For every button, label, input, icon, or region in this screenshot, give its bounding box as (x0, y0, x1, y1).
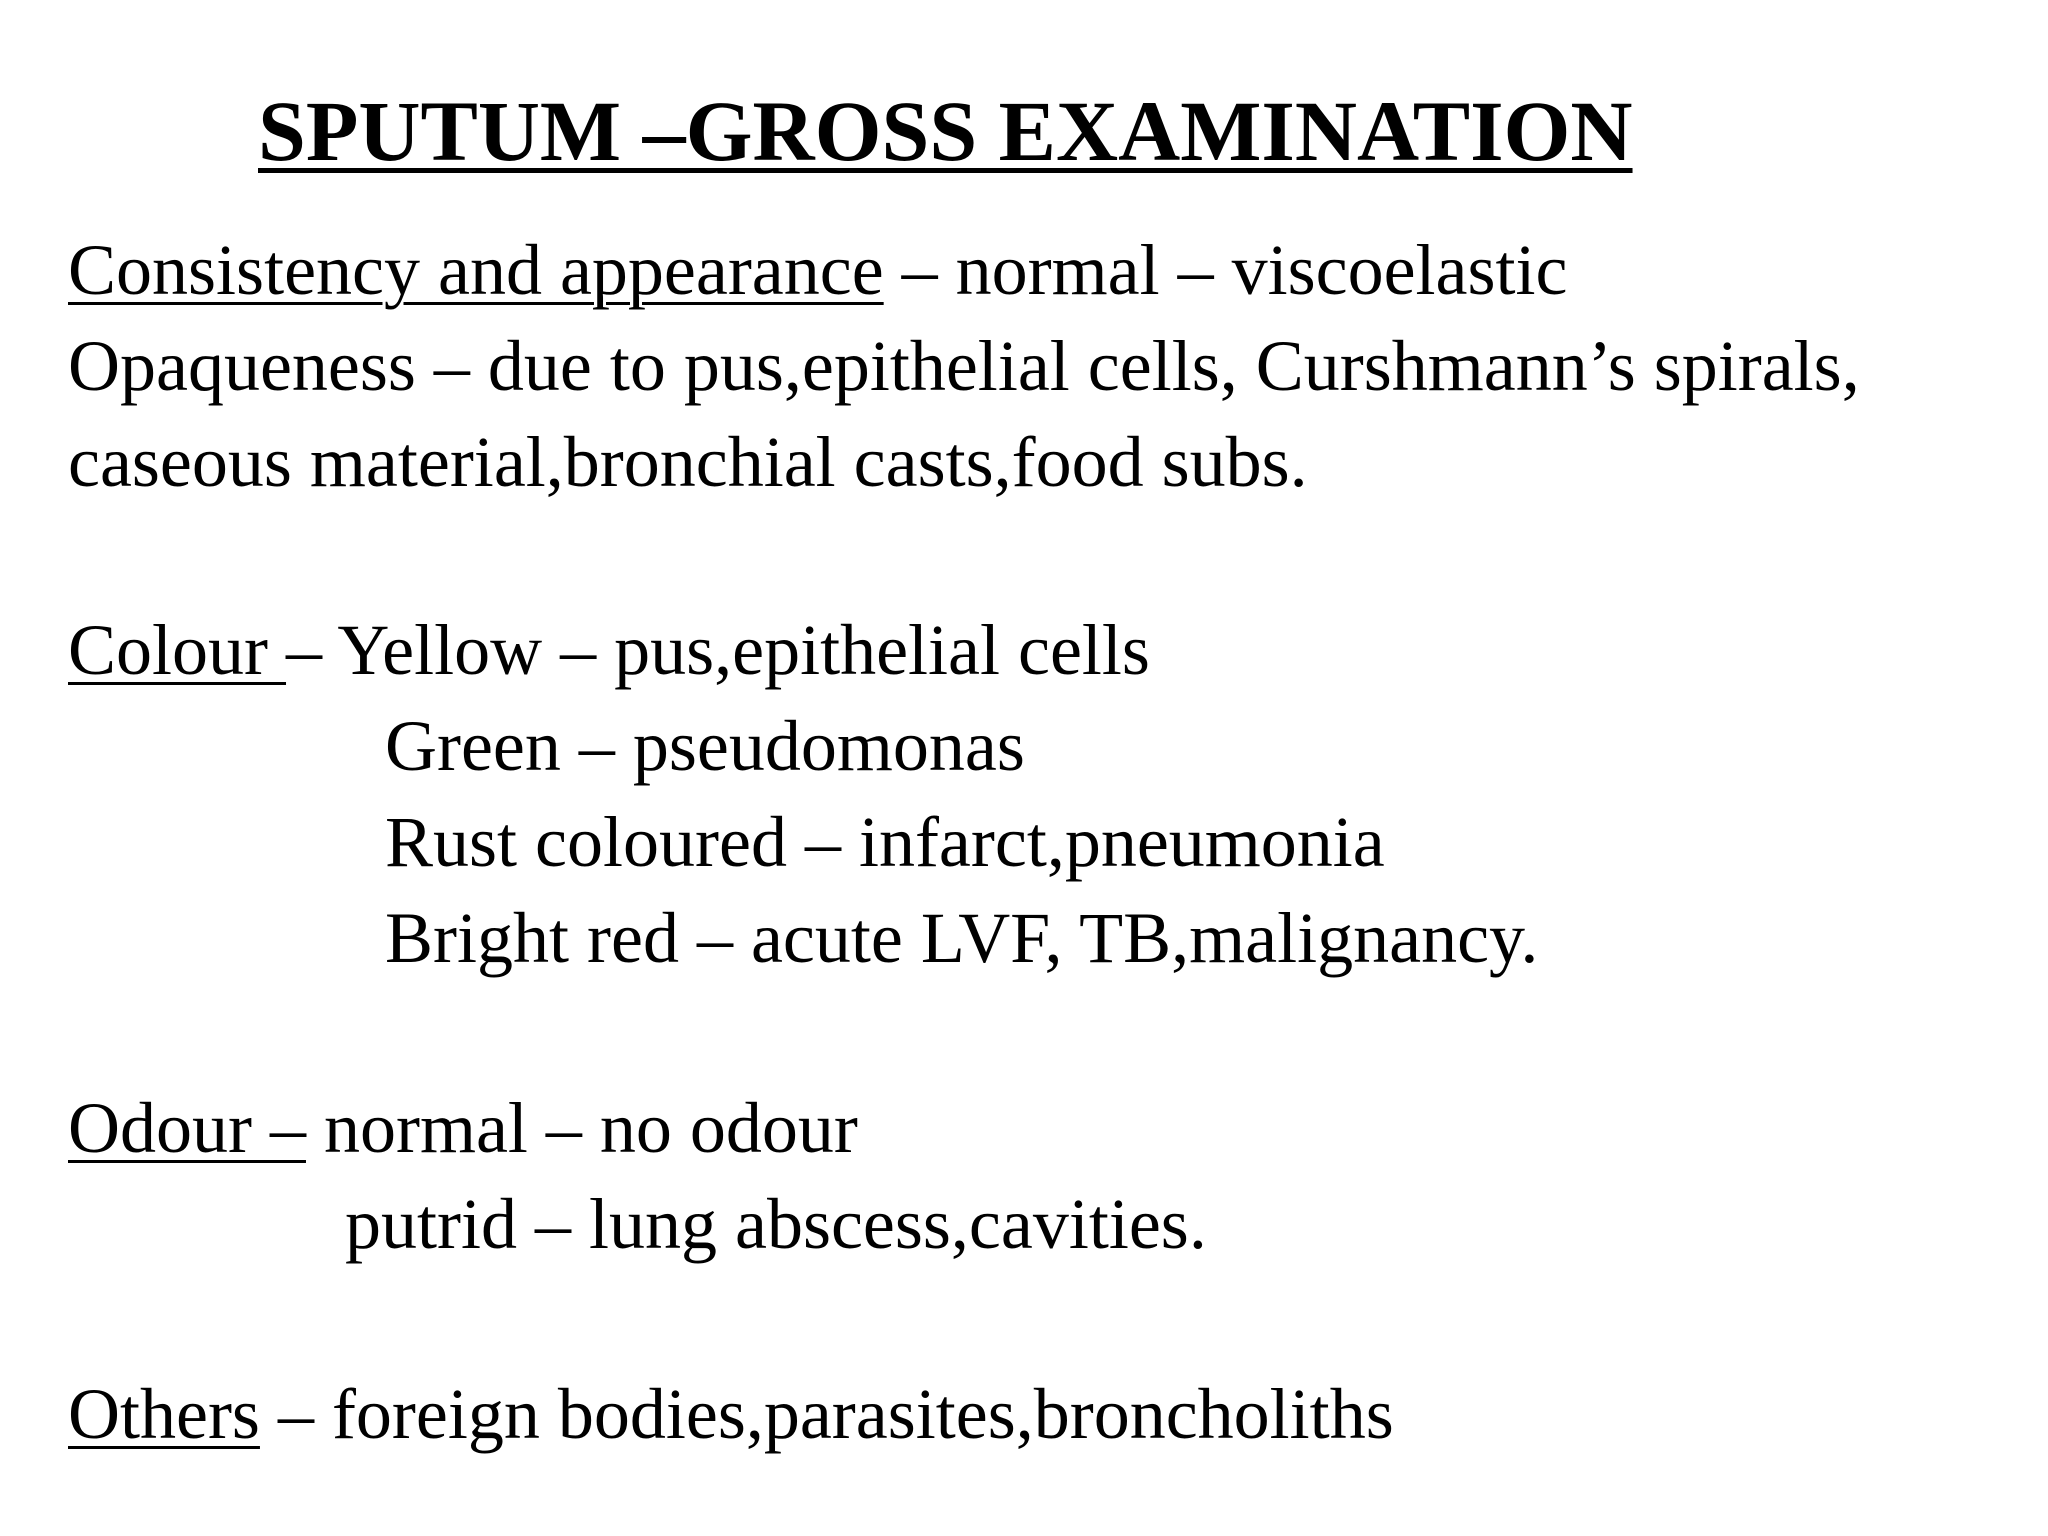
others-label: Others (68, 1374, 260, 1454)
consistency-label: Consistency and appearance (68, 230, 884, 310)
colour-line-yellow (68, 610, 1150, 690)
opaqueness-line-2: caseous material,bronchial casts,food subs. (68, 422, 1308, 502)
colour-label: Colour (68, 610, 287, 690)
colour-item-green: Green – pseudomonas (385, 706, 1025, 786)
consistency-text: – normal – viscoelastic (883, 230, 1568, 310)
odour-item-putrid: putrid – lung abscess,cavities. (345, 1184, 1207, 1264)
odour-label: Odour – (68, 1088, 306, 1168)
colour-item-bright-red: Bright red – acute LVF, TB,malignancy. (385, 898, 1539, 978)
colour-item-yellow: – Yellow – pus,epithelial cells (286, 610, 1150, 690)
consistency-line (68, 230, 1568, 310)
odour-item-normal: normal – no odour (305, 1088, 858, 1168)
others-line (68, 1374, 1394, 1454)
slide-title: SPUTUM –GROSS EXAMINATION (258, 83, 1633, 179)
odour-line-normal (68, 1088, 858, 1168)
colour-item-rust: Rust coloured – infarct,pneumonia (385, 802, 1385, 882)
opaqueness-line-1: Opaqueness – due to pus,epithelial cells, Curshmann’s spirals, (68, 326, 1860, 406)
others-text: – foreign bodies,parasites,broncholiths (259, 1374, 1394, 1454)
